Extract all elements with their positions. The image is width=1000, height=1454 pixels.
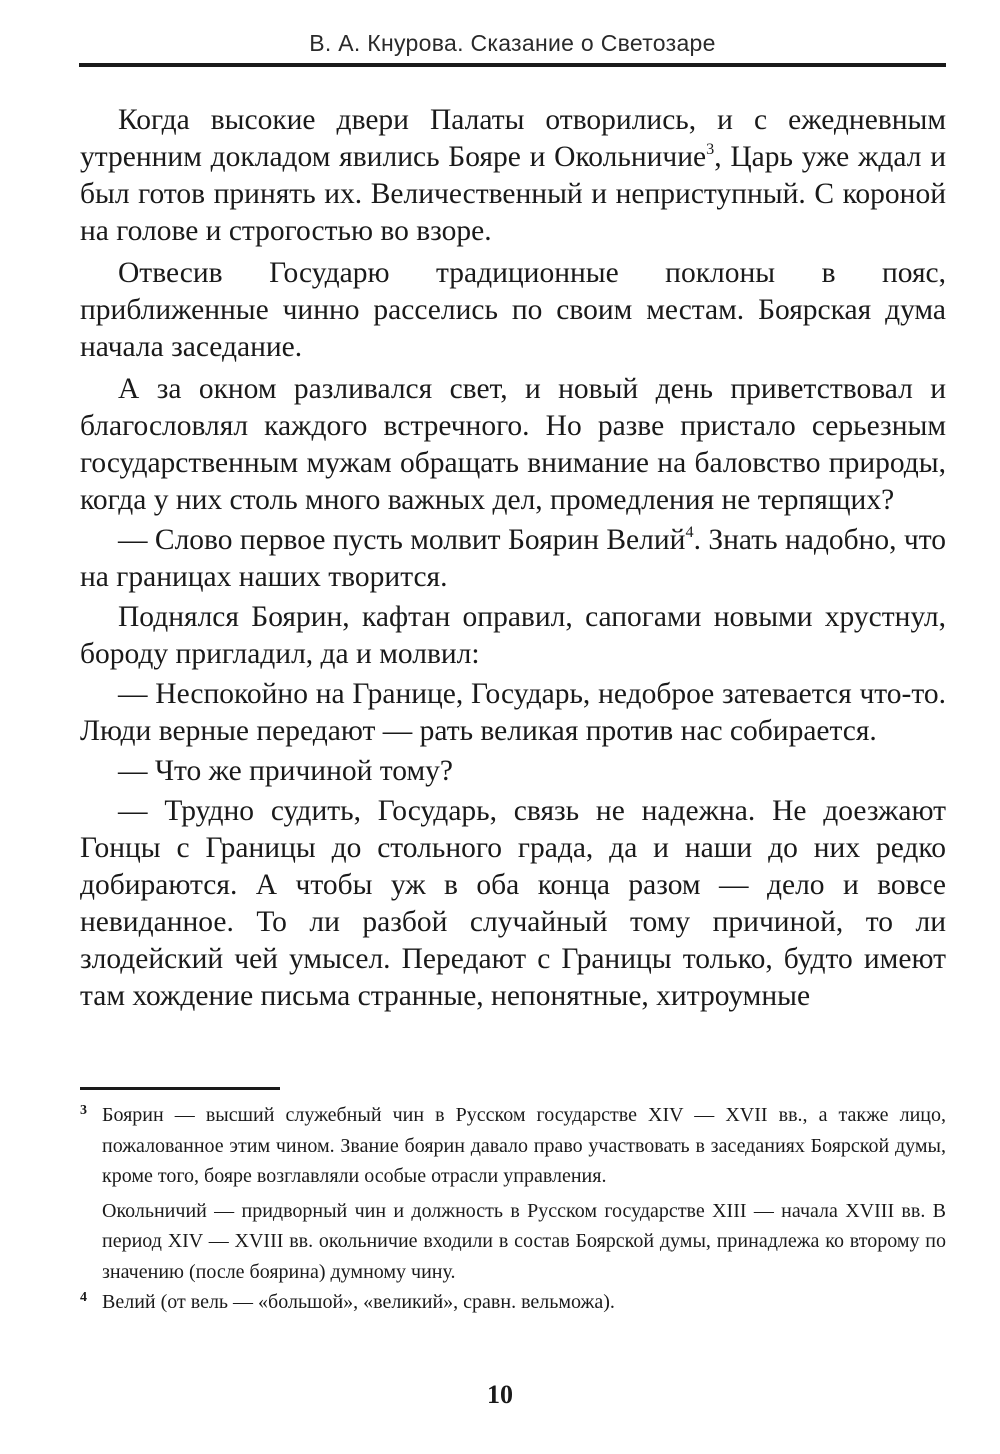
header-rule — [79, 63, 946, 67]
paragraph-1-text: Когда высокие двери Палаты отворились, и с ежедневным утренним докладом явились Бояре и Окольничие — [80, 104, 946, 173]
main-text — [80, 102, 946, 1018]
footnote-4-text: Велий (от вель — «большой», «великий», сравн. вельможа). — [102, 1291, 615, 1313]
footnotes — [80, 1100, 946, 1318]
footnote-3 — [80, 1100, 946, 1192]
paragraph-3: А за окном разливался свет, и новый день приветствовал и благословлял каждого встречного. Но разве пристало серьезным государственным мужам обращать внимание на баловство природы, когда у них столь много важных дел, промедления не терпящих? — [80, 373, 946, 516]
paragraph-4-text: — Слово первое пусть молвит Боярин Велий — [118, 524, 686, 556]
paragraph-1-tail: , Царь уже ждал и был готов принять их. Величественный и неприступный. С короной на голове и строгостью во взоре. — [80, 141, 946, 247]
paragraph-6: — Неспокойно на Границе, Государь, недоброе затевается что-то. Люди верные передают — рать великая против нас собирается. — [80, 678, 946, 747]
footnote-3-mark: 3 — [80, 1103, 87, 1118]
paragraph-4 — [80, 522, 946, 596]
footnote-4 — [80, 1287, 946, 1318]
footnote-3-text: Боярин — высший служебный чин в Русском государстве XIV — XVII вв., а также лицо, пожалованное этим чином. Звание боярин давало право участвовать в заседаниях Боярской думы, кроме того, бояре возглавляли особые отрасли управления. — [102, 1104, 946, 1187]
paragraph-7: — Что же причиной тому? — [118, 755, 453, 787]
paragraph-2: Отвесив Государю традиционные поклоны в пояс, приближенные чинно расселись по своим местам. Боярская дума начала заседание. — [80, 257, 946, 363]
running-head-title: В. А. Кнурова. Сказание о Светозаре — [309, 30, 716, 56]
footnote-ref-4[interactable]: 4 — [685, 522, 694, 541]
paragraph-8: — Трудно судить, Государь, связь не надежна. Не доезжают Гонцы с Границы до стольного града, да и наши до них редко добираются. А чтобы уж в оба конца разом — дело и вовсе невиданное. То ли разбой случайный тому причиной, то ли злодейский чей умысел. Передают с Границы только, будто имеют там хождение письма странные, непонятные, хитроумные — [80, 795, 946, 1012]
paragraph-4-tail: . Знать надобно, что на границах наших творится. — [80, 524, 946, 593]
footnote-4-mark: 4 — [80, 1290, 87, 1305]
footnote-3-continuation: Окольничий — придворный чин и должность в Русском государстве XIII — начала XVIII вв. В период XIV — XVIII вв. окольничие входили в состав Боярской думы, принадлежа ко второму по значению (после боярина) думному чину. — [102, 1199, 946, 1283]
page-number: 10 — [487, 1380, 513, 1409]
paragraph-5: Поднялся Боярин, кафтан оправил, сапогами новыми хрустнул, бороду пригладил, да и молвил: — [80, 601, 946, 670]
footnote-rule — [80, 1087, 280, 1090]
footnote-ref-3[interactable]: 3 — [706, 139, 715, 158]
paragraph-1 — [80, 102, 946, 250]
